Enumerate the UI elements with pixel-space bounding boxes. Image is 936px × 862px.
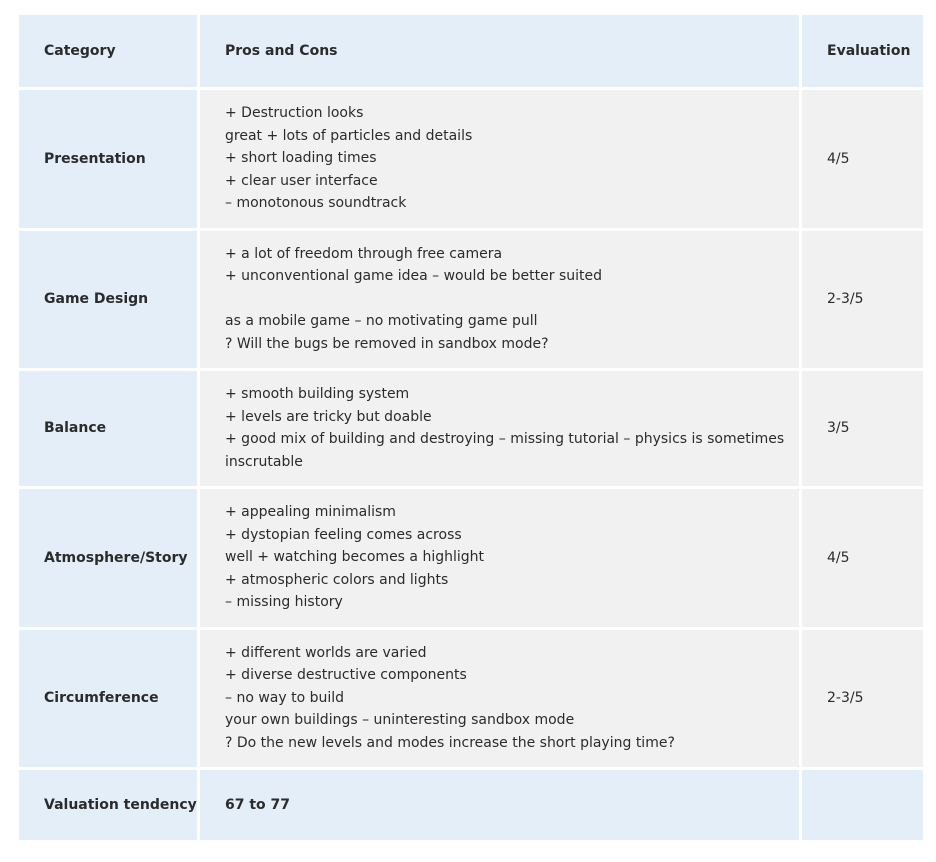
pros-cons-line: + short loading times xyxy=(225,150,377,166)
table-row xyxy=(19,231,923,372)
pros-cons-list xyxy=(225,630,799,768)
pros-cons-list xyxy=(225,90,799,228)
pros-cons-line: + good mix of building and destroying – missing tutorial – physics is sometimes inscrutable xyxy=(225,431,785,470)
table-row xyxy=(19,90,923,231)
pros-cons-line: + dystopian feeling comes across xyxy=(225,526,462,543)
footer-value: 67 to 77 xyxy=(200,770,802,840)
pros-cons-line: + different worlds are varied xyxy=(225,644,427,661)
pros-cons-line: + a lot of freedom through free camera xyxy=(225,245,503,262)
pros-cons-line: + smooth building system xyxy=(225,386,410,402)
pros-cons-list xyxy=(225,489,799,627)
pros-cons-line: + Destruction looks xyxy=(225,105,364,121)
footer-evaluation xyxy=(802,770,923,840)
row-pros-cons xyxy=(200,231,802,372)
row-evaluation: 2-3/5 xyxy=(802,630,923,771)
table-row xyxy=(19,489,923,630)
footer-category: Valuation tendency xyxy=(19,770,200,840)
row-evaluation: 4/5 xyxy=(802,489,923,630)
row-category: Game Design xyxy=(19,231,200,372)
row-evaluation: 4/5 xyxy=(802,90,923,231)
pros-cons-line: – no way to build xyxy=(225,689,345,706)
table-row xyxy=(19,371,923,489)
row-category: Circumference xyxy=(19,630,200,771)
pros-cons-line: + diverse destructive components xyxy=(225,667,467,683)
header-pros-cons: Pros and Cons xyxy=(200,15,802,90)
header-evaluation: Evaluation xyxy=(802,15,923,90)
row-pros-cons xyxy=(200,90,802,231)
row-category: Presentation xyxy=(19,90,200,231)
row-evaluation: 2-3/5 xyxy=(802,231,923,372)
review-table xyxy=(19,15,923,840)
pros-cons-line: ? Do the new levels and modes increase the short playing time? xyxy=(225,734,675,751)
row-pros-cons xyxy=(200,630,802,771)
header-category: Category xyxy=(19,15,200,90)
pros-cons-line: + appealing minimalism xyxy=(225,504,396,520)
pros-cons-line: + levels are tricky but doable xyxy=(225,408,432,425)
pros-cons-line: ? Will the bugs be removed in sandbox mode? xyxy=(225,335,549,352)
row-pros-cons xyxy=(200,371,802,489)
pros-cons-line: your own buildings – uninteresting sandbox mode xyxy=(225,712,575,728)
pros-cons-line: + clear user interface xyxy=(225,172,378,189)
row-category: Balance xyxy=(19,371,200,489)
blank-line xyxy=(225,288,799,311)
pros-cons-line: + unconventional game idea – would be better suited xyxy=(225,268,603,284)
pros-cons-list xyxy=(225,231,799,369)
pros-cons-line: – missing history xyxy=(225,594,343,610)
pros-cons-line: as a mobile game – no motivating game pull xyxy=(225,313,538,329)
pros-cons-line: + atmospheric colors and lights xyxy=(225,571,449,588)
pros-cons-line: well + watching becomes a highlight xyxy=(225,549,484,565)
pros-cons-line: great + lots of particles and details xyxy=(225,127,473,144)
pros-cons-line: – monotonous soundtrack xyxy=(225,195,407,211)
footer-row xyxy=(19,770,923,840)
row-pros-cons xyxy=(200,489,802,630)
table-body xyxy=(19,90,923,840)
row-evaluation: 3/5 xyxy=(802,371,923,489)
row-category: Atmosphere/Story xyxy=(19,489,200,630)
pros-cons-list xyxy=(225,371,799,486)
header-row xyxy=(19,15,923,90)
table-row xyxy=(19,630,923,771)
